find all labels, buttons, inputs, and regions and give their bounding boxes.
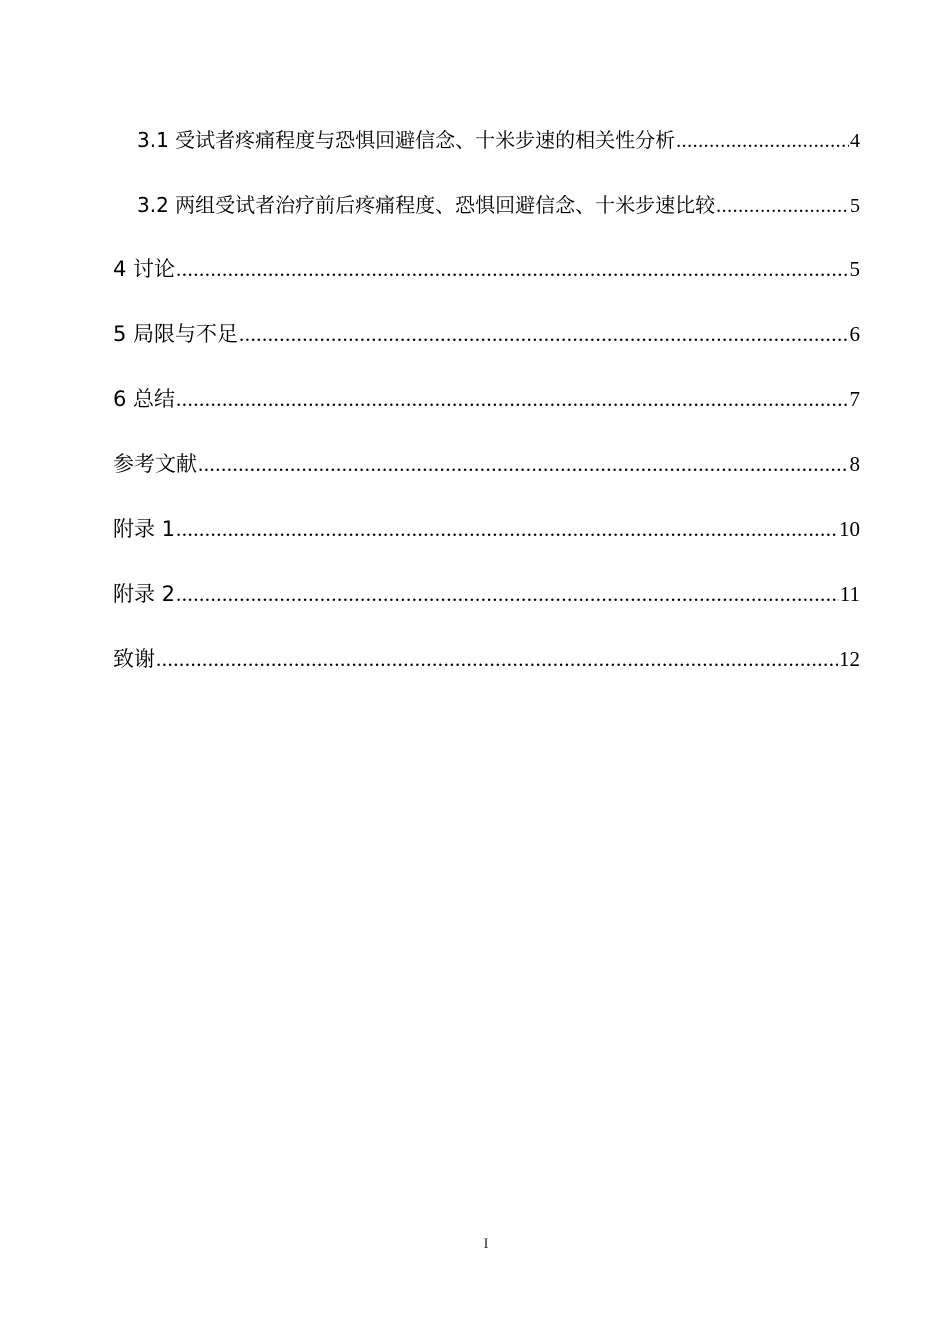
toc-entry-title: 3.1 受试者疼痛程度与恐惧回避信念、十米步速的相关性分析 (137, 128, 676, 152)
toc-entry-title: 3.2 两组受试者治疗前后疼痛程度、恐惧回避信念、十米步速比较 (137, 193, 716, 217)
toc-leader-dots (176, 579, 839, 609)
toc-entry-title: 致谢 (113, 647, 155, 671)
toc-entry-page: 8 (849, 452, 860, 476)
toc-entry-acknowledgements[interactable] (113, 644, 860, 674)
page-number: I (483, 1236, 489, 1252)
toc-entry-title: 附录 2 (113, 582, 176, 606)
toc-leader-dots (239, 319, 848, 349)
toc-entry-title: 6 总结 (113, 387, 176, 411)
toc-entry-title: 4 讨论 (113, 257, 176, 281)
toc-entry-page: 7 (849, 387, 860, 411)
toc-entry-page: 6 (849, 322, 860, 346)
toc-leader-dots (156, 644, 838, 674)
toc-leader-dots (176, 254, 848, 284)
toc-entry-appendix-1[interactable] (113, 514, 860, 544)
toc-entry-3-1[interactable] (137, 125, 860, 156)
toc-entry-page: 11 (839, 582, 860, 606)
toc-entry-summary[interactable] (113, 384, 860, 414)
toc-leader-dots (198, 449, 849, 479)
toc-leader-dots (176, 514, 838, 544)
toc-entry-page: 5 (849, 257, 860, 281)
toc-entry-title: 附录 1 (113, 517, 176, 541)
toc-leader-dots (176, 384, 848, 414)
toc-entry-limitations[interactable] (113, 319, 860, 349)
toc-entry-page: 12 (839, 647, 860, 671)
toc-entry-references[interactable] (113, 449, 860, 479)
toc-entry-3-2[interactable] (137, 190, 860, 221)
toc-entry-appendix-2[interactable] (113, 579, 860, 609)
toc-leader-dots (716, 191, 849, 221)
toc-entry-page: 5 (850, 195, 860, 217)
toc-entry-discussion[interactable] (113, 254, 860, 284)
toc-entry-page: 4 (850, 130, 860, 152)
toc-entry-title: 参考文献 (113, 452, 197, 476)
toc-entry-title: 5 局限与不足 (113, 322, 239, 346)
toc-leader-dots (676, 126, 849, 156)
toc-entry-page: 10 (839, 517, 860, 541)
